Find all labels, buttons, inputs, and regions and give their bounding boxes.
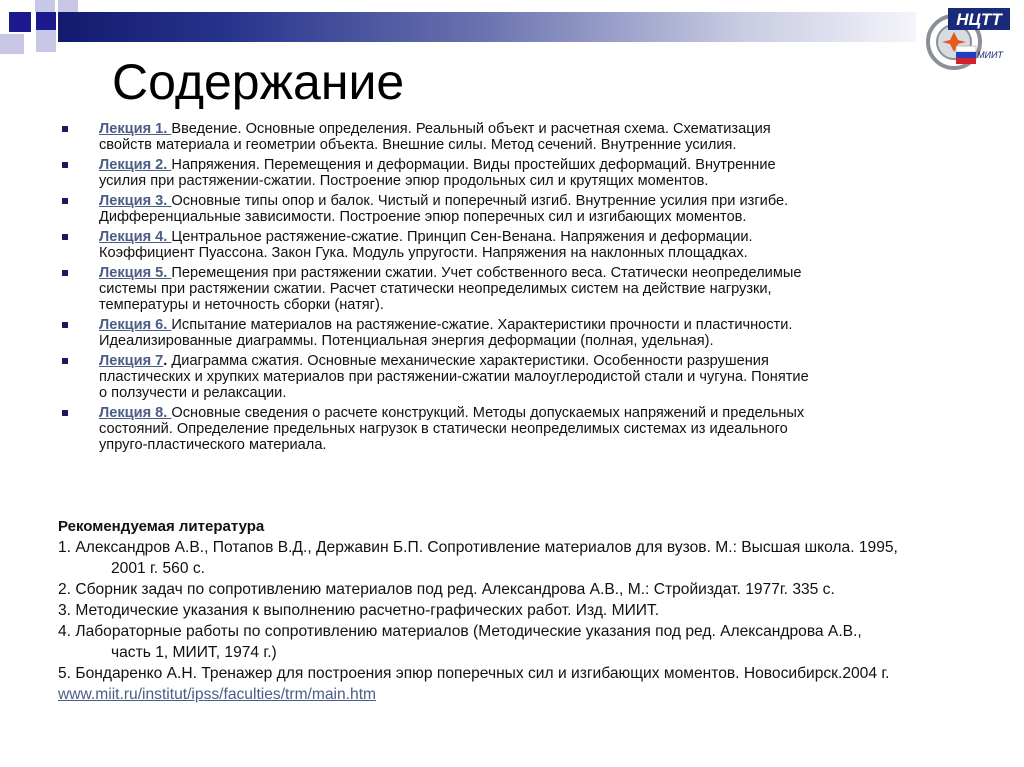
bullet-icon (62, 198, 68, 204)
lecture-link[interactable]: Лекция 6. (99, 317, 172, 333)
lecture-description: Введение. Основные определения. Реальный объект и расчетная схема. Схематизация (171, 121, 771, 137)
literature-item: 2. Сборник задач по сопротивлению материалов под ред. Александрова А.В., М.: Стройиздат. 1977г. 335 с. (58, 581, 835, 598)
decor-square (9, 12, 31, 32)
literature-item: 4. Лабораторные работы по сопротивлению материалов (Методические указания под ред. Александрова А.В., (58, 623, 862, 640)
lecture-description: Основные сведения о расчете конструкций. Методы допускаемых напряжений и предельных (171, 405, 805, 421)
literature-item: 5. Бондаренко А.Н. Тренажер для построения эпюр поперечных сил и изгибающих моментов. Новосибирск.2004 г. (58, 665, 890, 682)
lecture-description: свойств материала и геометрии объекта. Внешние силы. Метод сечений. Внутренние усилия. (99, 137, 737, 153)
header-bar (58, 12, 916, 42)
bullet-icon (62, 162, 68, 168)
lecture-description: Коэффициент Пуассона. Закон Гука. Модуль упругости. Напряжения на наклонных площадках. (99, 245, 748, 261)
lecture-link[interactable]: Лекция 1. (99, 121, 172, 137)
lecture-item (62, 121, 962, 153)
lecture-item (62, 265, 962, 313)
literature-item: 1. Александров А.В., Потапов В.Д., Державин Б.П. Сопротивление материалов для вузов. М.: Высшая школа. 1995, (58, 539, 898, 556)
lecture-description: упруго-пластического материала. (99, 437, 327, 453)
bullet-icon (62, 234, 68, 240)
logo-subtext: МИИТ (977, 50, 1003, 60)
lecture-description: Напряжения. Перемещения и деформации. Виды простейших деформаций. Внутренние (171, 157, 776, 173)
bullet-icon (62, 410, 68, 416)
literature-title: Рекомендуемая литература (58, 518, 265, 535)
literature-section (58, 516, 988, 705)
lecture-link[interactable]: Лекция 7 (99, 353, 164, 369)
literature-item: часть 1, МИИТ, 1974 г.) (111, 644, 277, 661)
literature-url-link[interactable]: www.miit.ru/institut/ipss/faculties/trm/main.htm (58, 686, 377, 703)
lecture-item (62, 229, 962, 261)
decor-square (36, 12, 56, 30)
lecture-description: Дифференциальные зависимости. Построение эпюр поперечных сил и изгибающих моментов. (99, 209, 747, 225)
logo-text: НЦТТ (956, 10, 1002, 29)
lecture-description: состояний. Определение предельных нагрузок в статически неопределимых системах из идеального (99, 421, 788, 437)
logo (914, 4, 1014, 72)
lecture-description: усилия при растяжении-сжатии. Построение эпюр продольных сил и крутящих моментов. (99, 173, 709, 189)
lecture-item (62, 317, 962, 349)
lecture-description: Диаграмма сжатия. Основные механические характеристики. Особенности разрушения (171, 353, 769, 369)
lecture-description: Основные типы опор и балок. Чистый и поперечный изгиб. Внутренние усилия при изгибе. (171, 193, 789, 209)
lecture-link[interactable]: Лекция 4. (99, 229, 172, 245)
literature-item: 2001 г. 560 с. (111, 560, 205, 577)
lecture-description: пластических и хрупких материалов при растяжении-сжатии малоуглеродистой стали и чугуна. Понятие (99, 369, 809, 385)
lecture-item (62, 193, 962, 225)
lecture-item (62, 353, 962, 401)
lecture-description: Перемещения при растяжении сжатии. Учет собственного веса. Статически неопределимые (171, 265, 802, 281)
lecture-description: о ползучести и релаксации. (99, 385, 287, 401)
decor-square (58, 0, 78, 12)
literature-item: 3. Методические указания к выполнению расчетно-графических работ. Изд. МИИТ. (58, 602, 660, 619)
decor-square (35, 0, 55, 12)
bullet-icon (62, 270, 68, 276)
lecture-item (62, 157, 962, 189)
page-title: Содержание (112, 54, 405, 110)
decor-square (0, 34, 24, 54)
bullet-icon (62, 322, 68, 328)
lecture-suffix: . (163, 353, 172, 369)
lecture-description: системы при растяжении сжатии. Расчет статически неопределимых систем на действие нагрузки, (99, 281, 772, 297)
lecture-link[interactable]: Лекция 8. (99, 405, 172, 421)
bullet-icon (62, 126, 68, 132)
lecture-item (62, 405, 962, 453)
bullet-icon (62, 358, 68, 364)
lecture-link[interactable]: Лекция 2. (99, 157, 172, 173)
lecture-description: Идеализированные диаграммы. Потенциальная энергия деформации (полная, удельная). (99, 333, 714, 349)
lecture-list (62, 121, 962, 457)
lecture-description: температуры и неточность сборки (натяг). (99, 297, 384, 313)
lecture-description: Центральное растяжение-сжатие. Принцип Сен-Венана. Напряжения и деформации. (171, 229, 753, 245)
lecture-description: Испытание материалов на растяжение-сжатие. Характеристики прочности и пластичности. (171, 317, 793, 333)
lecture-link[interactable]: Лекция 5. (99, 265, 172, 281)
decor-square (36, 30, 56, 52)
lecture-link[interactable]: Лекция 3. (99, 193, 172, 209)
